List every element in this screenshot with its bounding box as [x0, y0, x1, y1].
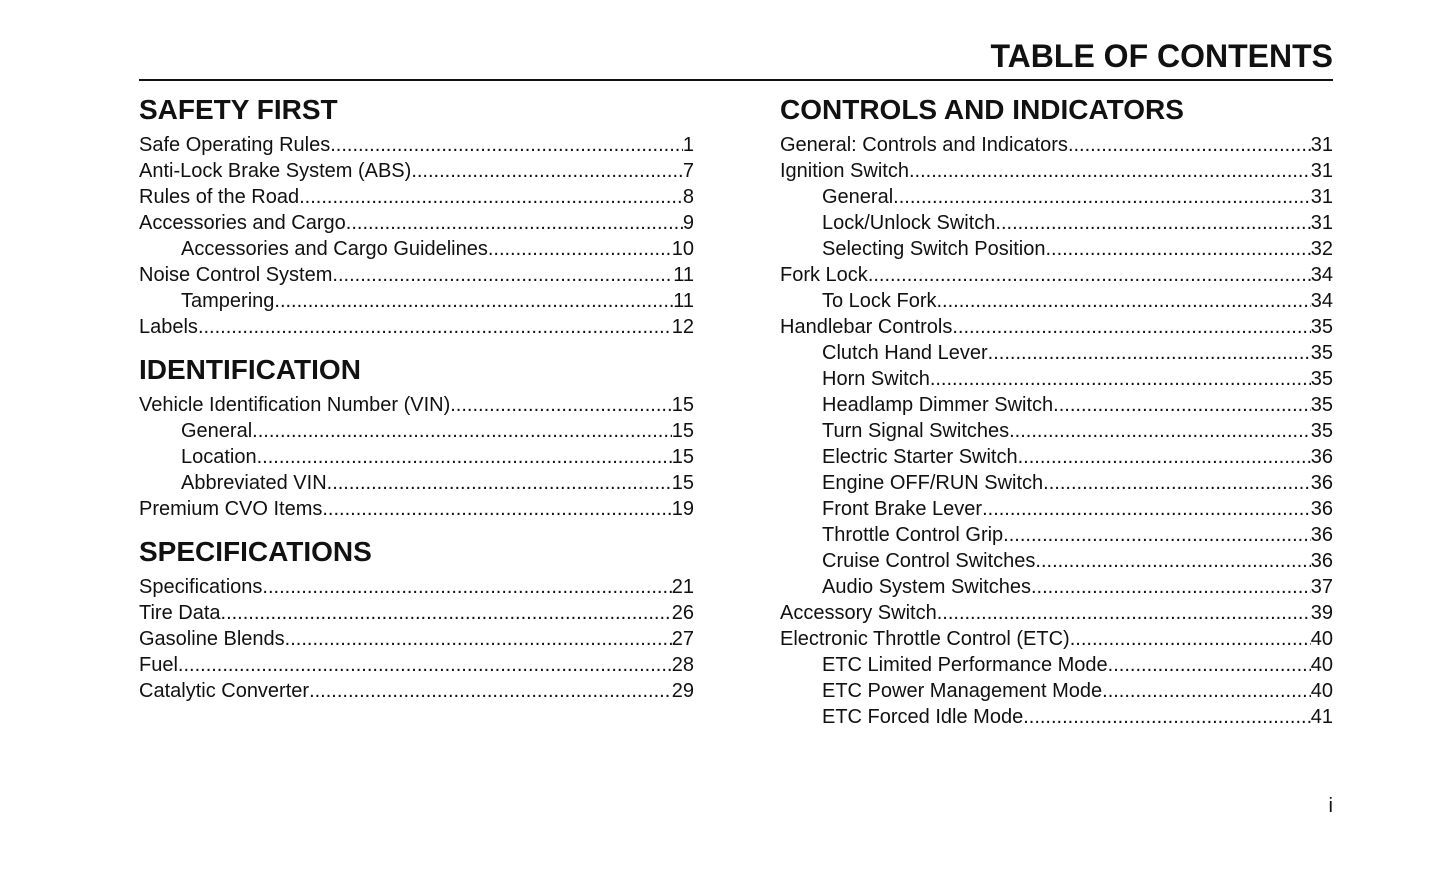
- toc-entry[interactable]: [780, 444, 1333, 470]
- dot-leader: [309, 678, 672, 704]
- toc-entry[interactable]: [139, 626, 694, 652]
- dot-leader: [952, 314, 1310, 340]
- toc-section: [139, 92, 694, 340]
- toc-entry-label: Safe Operating Rules: [139, 134, 331, 156]
- toc-entry[interactable]: [139, 418, 694, 444]
- toc-entry[interactable]: [139, 262, 694, 288]
- toc-entry-label: Noise Control System: [139, 264, 333, 286]
- dot-leader: [936, 288, 1310, 314]
- section-title: SAFETY FIRST: [139, 94, 338, 125]
- toc-entry-label: Handlebar Controls: [780, 316, 953, 338]
- toc-entry[interactable]: [139, 678, 694, 704]
- toc-entry-page: 39: [1310, 602, 1333, 624]
- dot-leader: [322, 496, 671, 522]
- toc-entry-label: Throttle Control Grip: [822, 524, 1004, 546]
- toc-entry-label: Turn Signal Switches: [822, 420, 1010, 442]
- toc-entry[interactable]: [780, 340, 1333, 366]
- dot-leader: [937, 600, 1311, 626]
- toc-entry-label: Specifications: [139, 576, 263, 598]
- toc-entry-page: 40: [1310, 680, 1333, 702]
- toc-entry[interactable]: [139, 184, 694, 210]
- toc-entry-page: 40: [1310, 628, 1333, 650]
- toc-entry-label: General: [181, 420, 253, 442]
- toc-entry-label: Accessories and Cargo Guidelines: [181, 238, 488, 260]
- toc-entry-page: 15: [671, 394, 694, 416]
- toc-entry[interactable]: [139, 132, 694, 158]
- toc-entry-page: 41: [1310, 706, 1333, 728]
- toc-entry[interactable]: [139, 210, 694, 236]
- toc-entry-label: Labels: [139, 316, 198, 338]
- dot-leader: [332, 262, 673, 288]
- dot-leader: [1018, 444, 1311, 470]
- toc-entry-label: Audio System Switches: [822, 576, 1031, 598]
- toc-entry-label: Accessory Switch: [780, 602, 937, 624]
- toc-entry-page: 7: [682, 160, 694, 182]
- toc-entry-label: Engine OFF/RUN Switch: [822, 472, 1044, 494]
- toc-entry-page: 21: [671, 576, 694, 598]
- toc-entry-page: 15: [671, 472, 694, 494]
- toc-entry-page: 15: [671, 446, 694, 468]
- toc-entry-page: 35: [1310, 420, 1333, 442]
- toc-entry[interactable]: [780, 392, 1333, 418]
- toc-left-column: [139, 92, 694, 716]
- toc-entry[interactable]: [780, 132, 1333, 158]
- toc-entry-label: General: [822, 186, 894, 208]
- toc-entry[interactable]: [780, 314, 1333, 340]
- toc-entry[interactable]: [780, 704, 1333, 730]
- toc-entry-label: Clutch Hand Lever: [822, 342, 988, 364]
- toc-entry[interactable]: [780, 262, 1333, 288]
- toc-entry-page: 35: [1310, 342, 1333, 364]
- toc-entry-label: Fork Lock: [780, 264, 868, 286]
- dot-leader: [909, 158, 1311, 184]
- dot-leader: [327, 470, 672, 496]
- dot-leader: [262, 574, 671, 600]
- toc-entry-page: 31: [1310, 186, 1333, 208]
- toc-entry-label: Rules of the Road: [139, 186, 300, 208]
- toc-entry-label: Accessories and Cargo: [139, 212, 346, 234]
- toc-entry[interactable]: [780, 366, 1333, 392]
- toc-entry-page: 10: [671, 238, 694, 260]
- dot-leader: [1045, 236, 1310, 262]
- dot-leader: [1053, 392, 1311, 418]
- toc-entry-page: 12: [671, 316, 694, 338]
- toc-section: [139, 534, 694, 704]
- toc-entry[interactable]: [139, 158, 694, 184]
- toc-entry-label: Lock/Unlock Switch: [822, 212, 996, 234]
- dot-leader: [285, 626, 672, 652]
- dot-leader: [257, 444, 672, 470]
- toc-entry[interactable]: [780, 678, 1333, 704]
- dot-leader: [893, 184, 1311, 210]
- dot-leader: [178, 652, 672, 678]
- dot-leader: [1031, 574, 1311, 600]
- dot-leader: [299, 184, 683, 210]
- dot-leader: [1023, 704, 1311, 730]
- toc-entry-label: Tampering: [181, 290, 275, 312]
- toc-entry-label: Electronic Throttle Control (ETC): [780, 628, 1070, 650]
- toc-entry[interactable]: [139, 444, 694, 470]
- dot-leader: [274, 288, 673, 314]
- dot-leader: [488, 236, 672, 262]
- dot-leader: [450, 392, 672, 418]
- toc-entry[interactable]: [780, 288, 1333, 314]
- toc-entry-page: 37: [1310, 576, 1333, 598]
- toc-entry[interactable]: [780, 210, 1333, 236]
- toc-entry-label: ETC Limited Performance Mode: [822, 654, 1108, 676]
- toc-entry-label: Selecting Switch Position: [822, 238, 1046, 260]
- toc-entry-label: Location: [181, 446, 257, 468]
- dot-leader: [198, 314, 672, 340]
- toc-section: [139, 352, 694, 522]
- toc-entry[interactable]: [780, 470, 1333, 496]
- dot-leader: [252, 418, 672, 444]
- toc-entry-label: Anti-Lock Brake System (ABS): [139, 160, 412, 182]
- section-title: IDENTIFICATION: [139, 354, 361, 385]
- toc-entry-page: 31: [1310, 134, 1333, 156]
- dot-leader: [330, 132, 683, 158]
- toc-entry[interactable]: [780, 184, 1333, 210]
- dot-leader: [982, 496, 1311, 522]
- toc-entry-page: 34: [1310, 290, 1333, 312]
- dot-leader: [868, 262, 1311, 288]
- toc-entry[interactable]: [139, 600, 694, 626]
- toc-section: [780, 92, 1333, 730]
- dot-leader: [995, 210, 1310, 236]
- toc-entry-label: Gasoline Blends: [139, 628, 285, 650]
- toc-entry[interactable]: [780, 548, 1333, 574]
- dot-leader: [930, 366, 1311, 392]
- toc-entry-page: 19: [671, 498, 694, 520]
- toc-entry[interactable]: [139, 314, 694, 340]
- toc-entry-label: General: Controls and Indicators: [780, 134, 1068, 156]
- toc-entry-page: 35: [1310, 368, 1333, 390]
- toc-entry-page: 15: [671, 420, 694, 442]
- toc-entry-page: 35: [1310, 394, 1333, 416]
- page-number: i: [1328, 795, 1333, 817]
- toc-entry-label: Premium CVO Items: [139, 498, 323, 520]
- dot-leader: [411, 158, 683, 184]
- toc-entry[interactable]: [780, 522, 1333, 548]
- toc-entry-page: 27: [671, 628, 694, 650]
- toc-entry-page: 11: [673, 264, 694, 286]
- toc-entry[interactable]: [780, 236, 1333, 262]
- toc-entry-label: Cruise Control Switches: [822, 550, 1036, 572]
- dot-leader: [221, 600, 672, 626]
- toc-entry[interactable]: [780, 418, 1333, 444]
- toc-entry-label: Front Brake Lever: [822, 498, 983, 520]
- toc-entry-page: 31: [1310, 212, 1333, 234]
- toc-entry[interactable]: [780, 600, 1333, 626]
- toc-entry[interactable]: [139, 392, 694, 418]
- header-rule: [139, 79, 1333, 81]
- toc-entry-page: 31: [1310, 160, 1333, 182]
- toc-entry-page: 11: [673, 290, 694, 312]
- toc-entry-page: 36: [1310, 472, 1333, 494]
- toc-entry-page: 35: [1310, 316, 1333, 338]
- dot-leader: [1070, 626, 1311, 652]
- toc-entry-label: Horn Switch: [822, 368, 930, 390]
- toc-entry-page: 36: [1310, 550, 1333, 572]
- toc-entry-label: Abbreviated VIN: [181, 472, 327, 494]
- toc-entry-label: Headlamp Dimmer Switch: [822, 394, 1054, 416]
- toc-entry[interactable]: [780, 626, 1333, 652]
- toc-entry[interactable]: [780, 574, 1333, 600]
- toc-entry[interactable]: [780, 496, 1333, 522]
- toc-entry-page: 29: [671, 680, 694, 702]
- toc-right-column: [780, 92, 1333, 742]
- toc-entry-label: Ignition Switch: [780, 160, 909, 182]
- dot-leader: [1102, 678, 1311, 704]
- toc-entry-page: 8: [682, 186, 694, 208]
- toc-entry-label: ETC Power Management Mode: [822, 680, 1103, 702]
- dot-leader: [1009, 418, 1311, 444]
- toc-entry-page: 36: [1310, 498, 1333, 520]
- toc-entry[interactable]: [139, 470, 694, 496]
- toc-entry[interactable]: [139, 288, 694, 314]
- dot-leader: [1108, 652, 1311, 678]
- section-title: CONTROLS AND INDICATORS: [780, 94, 1184, 125]
- toc-entry[interactable]: [139, 652, 694, 678]
- dot-leader: [1003, 522, 1311, 548]
- toc-entry-label: ETC Forced Idle Mode: [822, 706, 1024, 728]
- toc-entry-page: 9: [682, 212, 694, 234]
- toc-entry[interactable]: [780, 158, 1333, 184]
- toc-entry-page: 34: [1310, 264, 1333, 286]
- dot-leader: [1035, 548, 1310, 574]
- toc-entry[interactable]: [139, 496, 694, 522]
- page-title: TABLE OF CONTENTS: [990, 38, 1333, 74]
- toc-entry-label: Catalytic Converter: [139, 680, 310, 702]
- toc-entry-label: To Lock Fork: [822, 290, 937, 312]
- toc-entry-label: Electric Starter Switch: [822, 446, 1018, 468]
- dot-leader: [1043, 470, 1311, 496]
- dot-leader: [1068, 132, 1311, 158]
- dot-leader: [988, 340, 1311, 366]
- toc-entry-label: Vehicle Identification Number (VIN): [139, 394, 451, 416]
- toc-entry-label: Fuel: [139, 654, 178, 676]
- toc-entry-page: 1: [682, 134, 694, 156]
- toc-entry[interactable]: [780, 652, 1333, 678]
- toc-entry[interactable]: [139, 236, 694, 262]
- toc-entry-page: 40: [1310, 654, 1333, 676]
- toc-entry-page: 36: [1310, 524, 1333, 546]
- section-title: SPECIFICATIONS: [139, 536, 372, 567]
- toc-entry-page: 26: [671, 602, 694, 624]
- toc-entry[interactable]: [139, 574, 694, 600]
- toc-entry-page: 32: [1310, 238, 1333, 260]
- dot-leader: [346, 210, 683, 236]
- toc-entry-page: 28: [671, 654, 694, 676]
- toc-entry-label: Tire Data: [139, 602, 221, 624]
- toc-entry-page: 36: [1310, 446, 1333, 468]
